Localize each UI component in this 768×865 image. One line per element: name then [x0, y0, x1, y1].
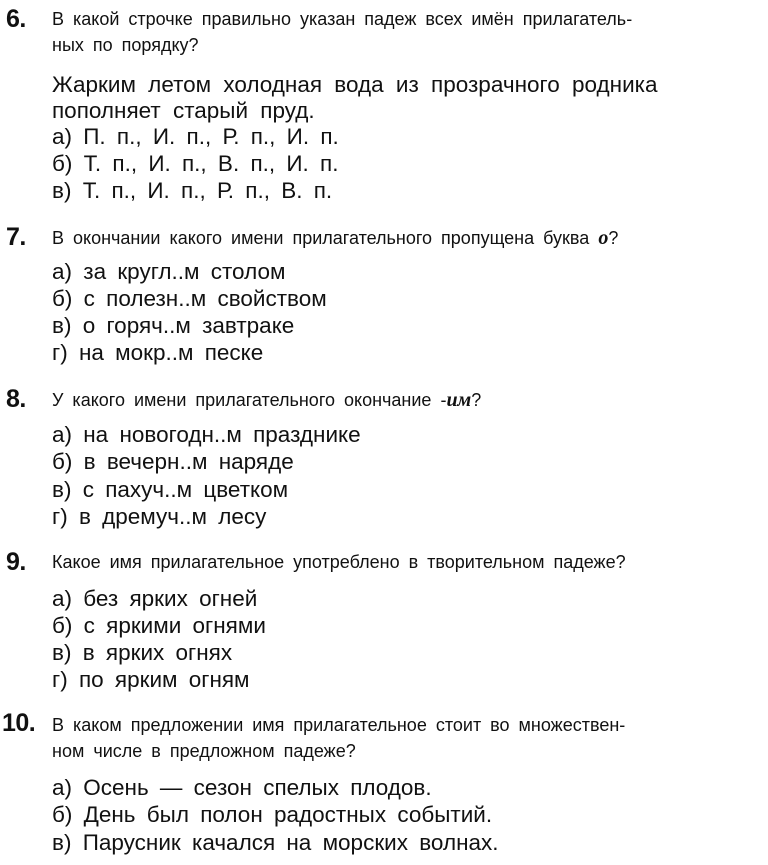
answer-option: г) на мокр..м песке [52, 340, 264, 365]
question-number: 6. [6, 5, 26, 33]
answer-option: в) в ярких огнях [52, 640, 233, 665]
answer-option: а) Осень — сезон спелых плодов. [52, 775, 432, 800]
question-text-line: ном числе в предложном падеже? [52, 741, 356, 761]
question-text-after: ? [608, 228, 619, 248]
answer-option: б) День был полон радостных событий. [52, 802, 493, 827]
answer-option: а) за кругл..м столом [52, 259, 286, 284]
question-text-line: В каком предложении имя прилагательное стоит во множествен- [52, 715, 626, 735]
question-text-before: В окончании какого имени прилагательного пропущена буква [52, 228, 599, 248]
question-number: 7. [6, 223, 26, 251]
question-number: 8. [6, 385, 26, 413]
answer-option: г) в дремуч..м лесу [52, 504, 267, 529]
answer-option: в) о горяч..м завтраке [52, 313, 295, 338]
question-text [52, 225, 762, 251]
question-text-line: В какой строчке правильно указан падеж всех имён прилагатель- [52, 9, 633, 29]
answer-option: а) на новогодн..м празднике [52, 422, 361, 447]
emphasized-letter: о [598, 227, 609, 249]
question-text-line: ных по порядку? [52, 35, 199, 55]
question-number: 9. [6, 548, 26, 576]
answer-option: а) без ярких огней [52, 586, 258, 611]
answer-option: в) Парусник качался на морских волнах. [52, 830, 499, 855]
answer-option: в) Т. п., И. п., Р. п., В. п. [52, 178, 333, 203]
emphasized-ending: им [446, 389, 472, 411]
question-text [52, 387, 762, 413]
answer-option: а) П. п., И. п., Р. п., И. п. [52, 124, 339, 149]
question-number: 10. [2, 709, 36, 737]
answer-option: в) с пахуч..м цветком [52, 477, 289, 502]
answer-option: б) с яркими огнями [52, 613, 266, 638]
example-sentence-line: Жарким летом холодная вода из прозрачного родника [52, 72, 658, 97]
question-text-before: У какого имени прилагательного окончание - [52, 390, 447, 410]
answer-option: г) по ярким огням [52, 667, 250, 692]
answer-option: б) в вечерн..м наряде [52, 449, 294, 474]
answer-option: б) Т. п., И. п., В. п., И. п. [52, 151, 339, 176]
question-text: Какое имя прилагательное употреблено в творительном падеже? [52, 552, 626, 572]
question-text-after: ? [471, 390, 482, 410]
answer-option: б) с полезн..м свойством [52, 286, 327, 311]
example-sentence-line: пополняет старый пруд. [52, 98, 315, 123]
